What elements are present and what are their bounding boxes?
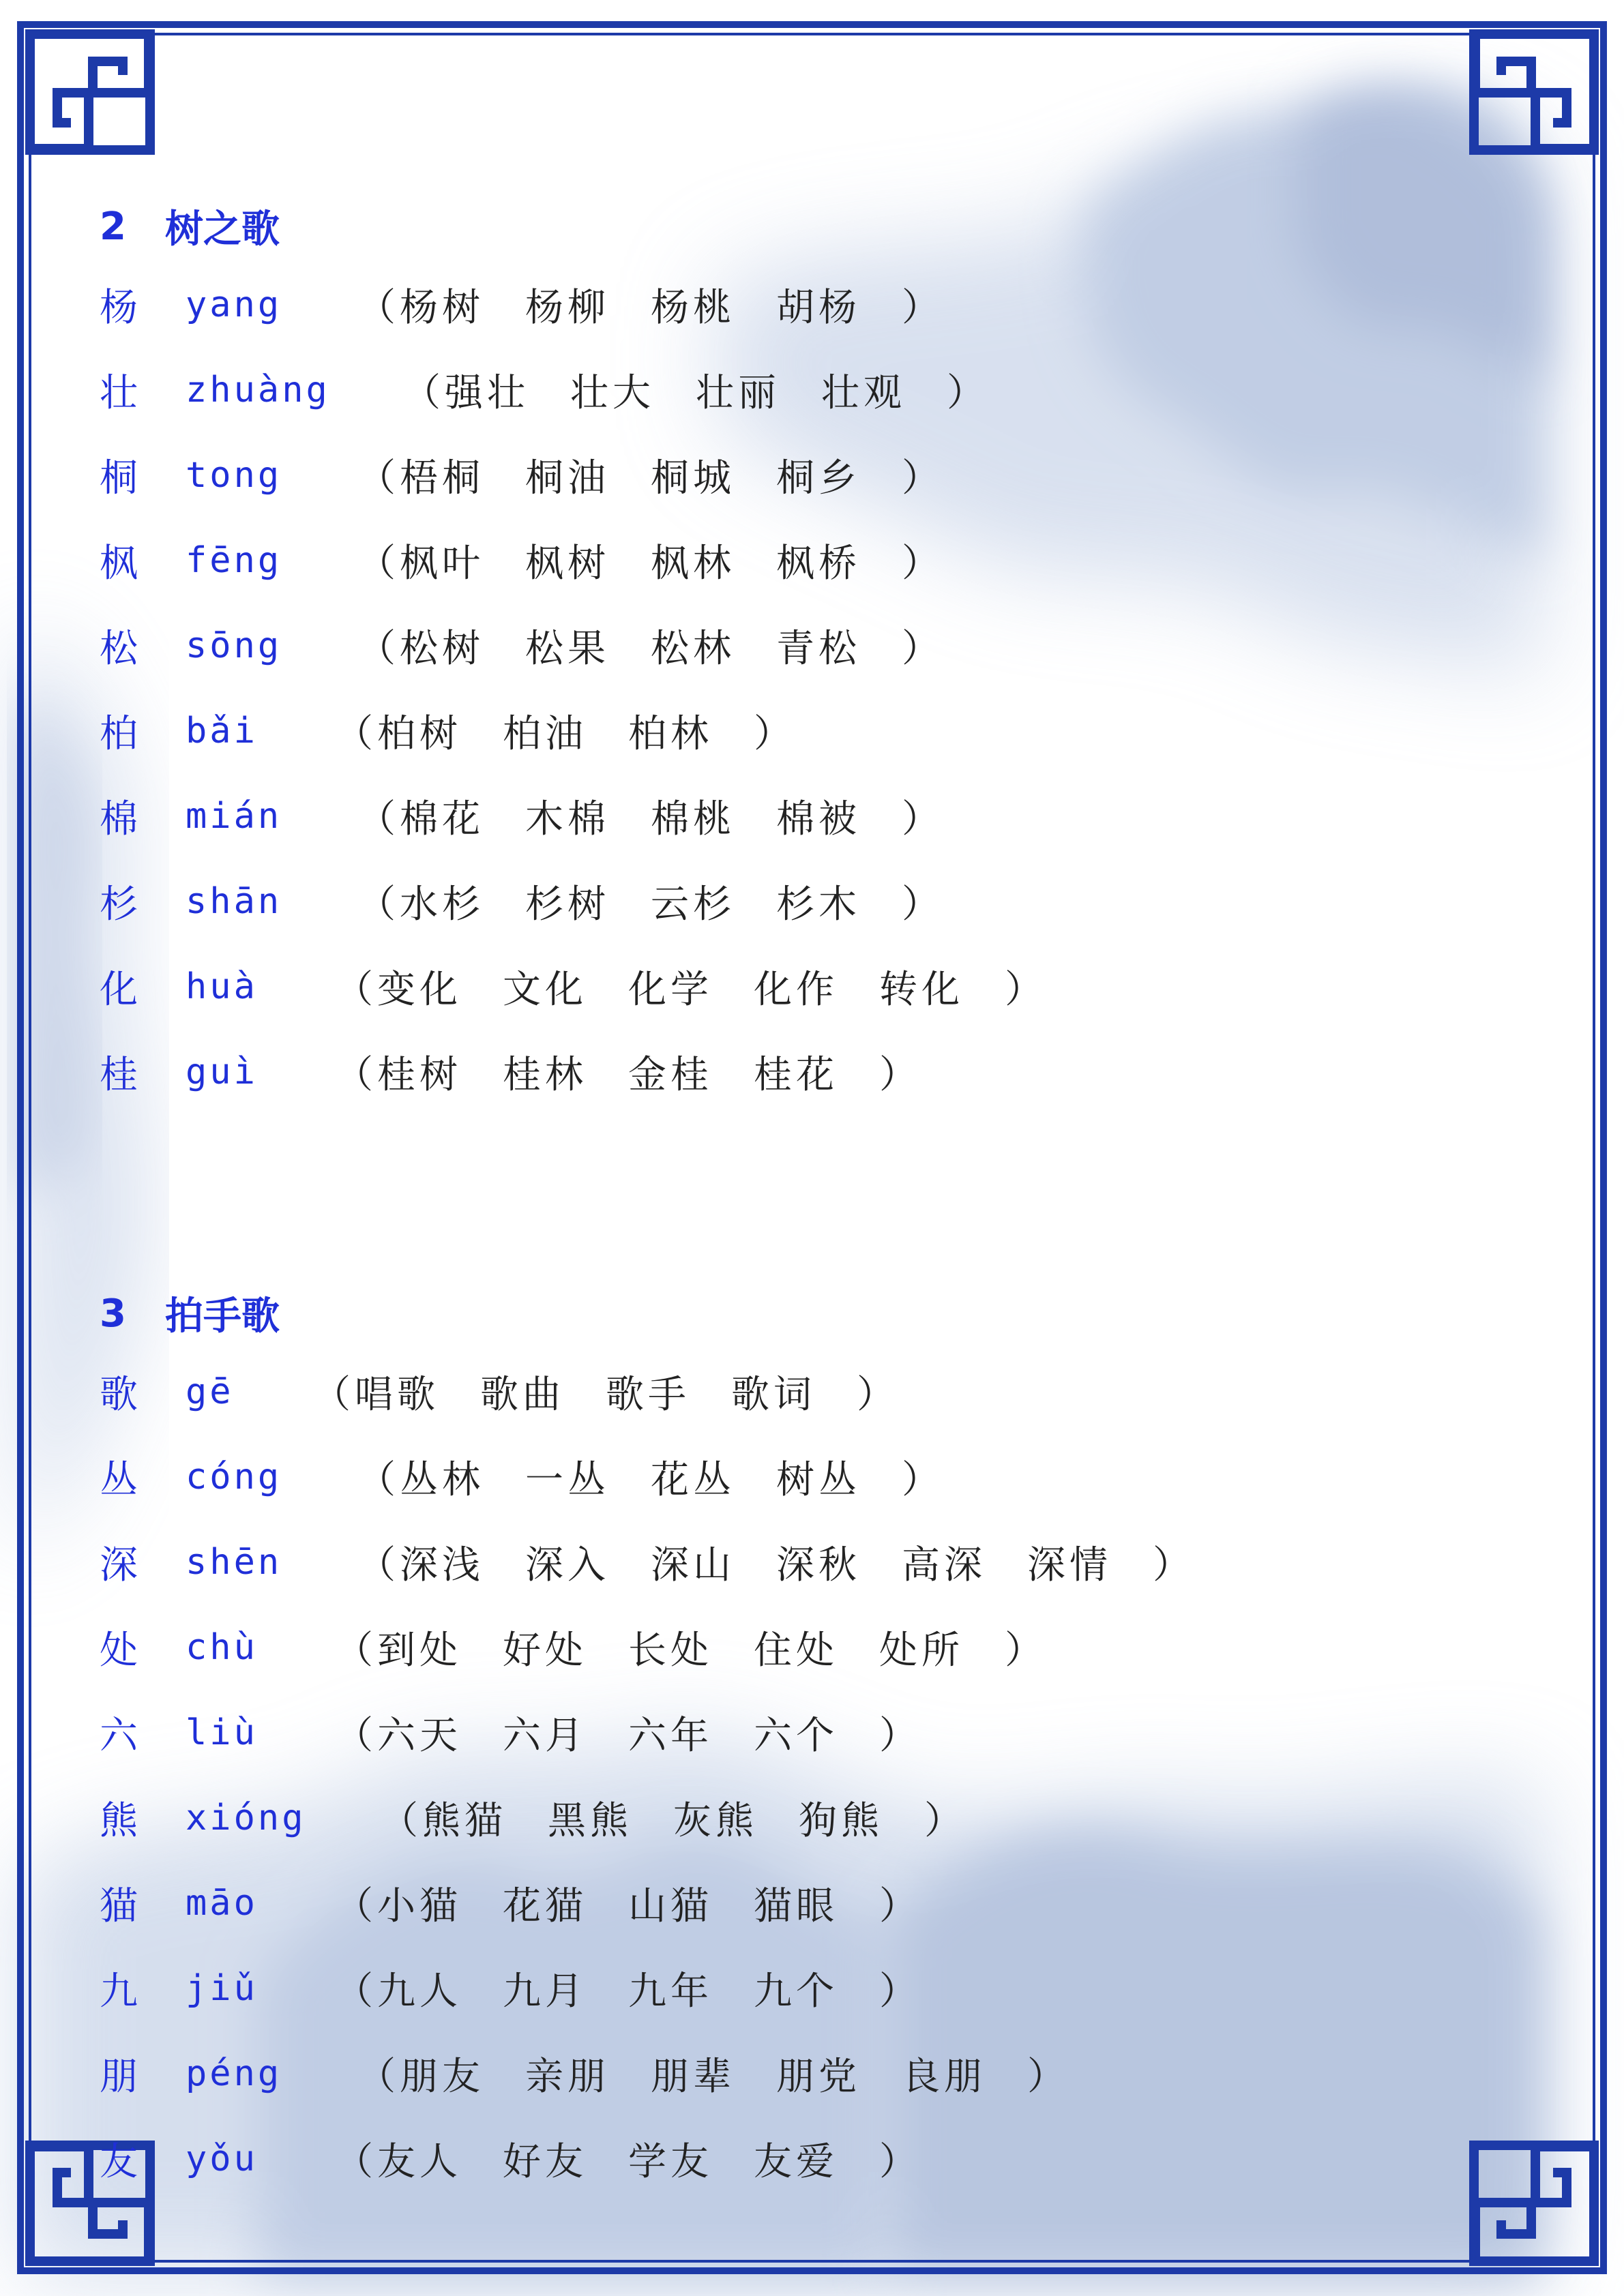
open-parenthesis: （ [335,1713,377,1758]
vocab-pinyin: liù [186,1712,258,1753]
example-word: 深入 [525,1542,610,1587]
word-group [357,448,944,503]
close-parenthesis: ） [947,370,989,415]
example-word: 变化 [377,967,462,1012]
open-parenthesis: （ [357,541,400,586]
lesson-number: 3 [100,1291,126,1336]
vocab-pinyin: xióng [186,1797,306,1838]
word-group [357,1450,944,1504]
word-group [357,1535,1195,1590]
vocab-pinyin: shēn [186,1541,282,1583]
example-word: 枫林 [651,541,735,586]
vocab-character: 桂 [100,1052,138,1097]
example-word: 处所 [879,1628,964,1673]
vocab-entry [100,1860,1498,1945]
example-word: 深浅 [400,1542,484,1587]
example-word: 桐油 [525,456,610,501]
vocab-pinyin: māo [186,1882,258,1924]
open-parenthesis: （ [402,370,445,415]
vocab-entry [100,1690,1498,1775]
example-word: 友人 [377,2139,462,2184]
vocab-entry [100,1029,1498,1114]
close-parenthesis: ） [902,1457,944,1502]
open-parenthesis: （ [357,1457,400,1502]
example-word: 壮观 [821,370,906,415]
example-word: 化作 [754,967,838,1012]
close-parenthesis: ） [902,541,944,586]
vocab-pinyin: jiǔ [186,1967,258,2009]
close-parenthesis: ） [902,882,944,927]
vocab-pinyin: sōng [186,625,282,666]
open-parenthesis: （ [357,796,400,841]
vocab-entry [100,2116,1498,2201]
close-parenthesis: ） [879,1969,921,2014]
example-word: 歌手 [606,1372,690,1417]
corner-ornament-top-left [30,34,150,150]
example-word: 树丛 [776,1457,861,1502]
vocab-pinyin: bǎi [186,710,258,751]
word-group [335,959,1047,1014]
example-word: 棉花 [400,796,484,841]
example-word: 住处 [754,1628,838,1673]
example-word: 九个 [754,1969,838,2014]
example-word: 狗熊 [799,1798,883,1843]
vocab-pinyin: mián [186,795,282,837]
lesson-section [100,1278,1498,2201]
close-parenthesis: ） [902,626,944,671]
vocab-character: 柏 [100,711,138,756]
example-word: 九月 [503,1969,587,2014]
word-group [357,2046,1069,2101]
word-group [335,1620,1047,1675]
open-parenthesis: （ [357,1542,400,1587]
example-word: 云杉 [651,882,735,927]
example-word: 壮丽 [696,370,780,415]
example-word: 杉木 [776,882,861,927]
vocab-entry [100,688,1498,773]
vocab-character: 丛 [100,1457,138,1502]
vocab-entry [100,773,1498,859]
example-word: 朋党 [776,2054,861,2099]
vocab-character: 歌 [100,1372,138,1417]
example-word: 木棉 [525,796,610,841]
example-word: 朋友 [400,2054,484,2099]
vocab-pinyin: gē [186,1371,234,1412]
word-group [312,1365,899,1419]
vocab-pinyin: péng [186,2053,282,2094]
lesson-heading [100,191,1498,262]
close-parenthesis: ） [879,1713,921,1758]
example-word: 六月 [503,1713,587,1758]
close-parenthesis: ） [879,1052,921,1097]
example-word: 松果 [525,626,610,671]
word-group [357,789,944,844]
vocab-pinyin: yang [186,284,282,325]
example-word: 棉桃 [651,796,735,841]
example-word: 九年 [628,1969,713,2014]
word-group [402,363,989,417]
example-word: 黑熊 [548,1798,632,1843]
vocab-character: 熊 [100,1798,138,1843]
word-group [357,533,944,588]
example-word: 松林 [651,626,735,671]
example-word: 六天 [377,1713,462,1758]
example-word: 到处 [377,1628,462,1673]
example-word: 深情 [1027,1542,1112,1587]
example-word: 学友 [628,2139,713,2184]
close-parenthesis: ） [754,711,796,756]
example-word: 六个 [754,1713,838,1758]
example-word: 朋辈 [651,2054,735,2099]
vocab-entry [100,2031,1498,2116]
example-word: 杉树 [525,882,610,927]
vocab-entry [100,432,1498,518]
example-word: 灰熊 [673,1798,758,1843]
open-parenthesis: （ [335,1052,377,1097]
vocab-character: 九 [100,1969,138,2014]
example-word: 歌曲 [480,1372,565,1417]
open-parenthesis: （ [357,456,400,501]
open-parenthesis: （ [335,967,377,1012]
word-group [335,1045,921,1099]
example-word: 桂花 [754,1052,838,1097]
close-parenthesis: ） [1005,967,1047,1012]
example-word: 亲朋 [525,2054,610,2099]
example-word: 柏油 [503,711,587,756]
open-parenthesis: （ [335,2139,377,2184]
word-group [335,1876,921,1930]
vocab-entry [100,1349,1498,1434]
word-group [335,1705,921,1760]
example-word: 友爱 [754,2139,838,2184]
example-word: 金桂 [628,1052,713,1097]
example-word: 唱歌 [355,1372,439,1417]
close-parenthesis: ） [857,1372,899,1417]
example-word: 好友 [503,2139,587,2184]
example-word: 强壮 [445,370,529,415]
example-word: 壮大 [570,370,655,415]
example-word: 枫叶 [400,541,484,586]
example-word: 深秋 [776,1542,861,1587]
close-parenthesis: ） [1005,1628,1047,1673]
word-group [357,874,944,929]
close-parenthesis: ） [1027,2054,1069,2099]
vocab-entry [100,1434,1498,1519]
example-word: 青松 [776,626,861,671]
close-parenthesis: ） [902,456,944,501]
example-word: 水杉 [400,882,484,927]
vocab-entry [100,518,1498,603]
vocab-character: 枫 [100,541,138,586]
vocab-pinyin: guì [186,1051,258,1092]
vocab-character: 猫 [100,1883,138,1928]
vocab-entry [100,262,1498,347]
example-word: 杨树 [400,285,484,330]
example-word: 杨柳 [525,285,610,330]
example-word: 花丛 [651,1457,735,1502]
example-word: 桂树 [377,1052,462,1097]
example-word: 好处 [503,1628,587,1673]
example-word: 枫桥 [776,541,861,586]
example-word: 桂林 [503,1052,587,1097]
example-word: 小猫 [377,1883,462,1928]
example-word: 歌词 [731,1372,816,1417]
vocab-character: 棉 [100,796,138,841]
vocab-entry [100,1519,1498,1605]
word-group [335,704,796,758]
close-parenthesis: ） [902,285,944,330]
close-parenthesis: ） [1153,1542,1195,1587]
vocab-character: 深 [100,1542,138,1587]
vocab-character: 杨 [100,285,138,330]
example-word: 猫眼 [754,1883,838,1928]
example-word: 长处 [628,1628,713,1673]
open-parenthesis: （ [357,2054,400,2099]
close-parenthesis: ） [902,796,944,841]
vocab-entry [100,1945,1498,2031]
example-word: 文化 [503,967,587,1012]
example-word: 转化 [879,967,964,1012]
example-word: 桐乡 [776,456,861,501]
example-word: 熊猫 [422,1798,507,1843]
vocab-pinyin: fēng [186,539,282,581]
vocab-pinyin: huà [186,966,258,1007]
vocab-character: 桐 [100,456,138,501]
example-word: 深山 [651,1542,735,1587]
word-group [357,278,944,332]
vocab-pinyin: yǒu [186,2138,258,2179]
vocab-character: 杉 [100,882,138,927]
vocab-entry [100,347,1498,432]
open-parenthesis: （ [335,1883,377,1928]
example-word: 梧桐 [400,456,484,501]
word-group [335,1961,921,2016]
example-word: 柏林 [628,711,713,756]
open-parenthesis: （ [380,1798,422,1843]
vocab-pinyin: zhuàng [186,369,330,411]
example-word: 棉被 [776,796,861,841]
vocab-character: 朋 [100,2054,138,2099]
open-parenthesis: （ [357,285,400,330]
example-word: 枫树 [525,541,610,586]
vocab-character: 壮 [100,370,138,415]
example-word: 丛林 [400,1457,484,1502]
vocab-pinyin: tong [186,454,282,496]
open-parenthesis: （ [335,711,377,756]
example-word: 桐城 [651,456,735,501]
close-parenthesis: ） [879,2139,921,2184]
example-word: 高深 [902,1542,986,1587]
open-parenthesis: （ [335,1628,377,1673]
vocab-entry [100,859,1498,944]
lesson-heading [100,1278,1498,1349]
word-group [380,1791,966,1845]
vocab-entry [100,1605,1498,1690]
vocab-character: 化 [100,967,138,1012]
example-word: 化学 [628,967,713,1012]
lesson-number: 2 [100,204,126,249]
example-word: 六年 [628,1713,713,1758]
vocab-pinyin: shān [186,880,282,922]
vocab-character: 松 [100,626,138,671]
example-word: 松树 [400,626,484,671]
open-parenthesis: （ [335,1969,377,2014]
example-word: 九人 [377,1969,462,2014]
example-word: 山猫 [628,1883,713,1928]
open-parenthesis: （ [357,626,400,671]
vocab-character: 处 [100,1628,138,1673]
example-word: 杨桃 [651,285,735,330]
vocab-pinyin: cóng [186,1456,282,1497]
vocab-pinyin: chù [186,1626,258,1668]
word-group [335,2132,921,2186]
vocab-entry [100,1775,1498,1860]
vocab-character: 友 [100,2139,138,2184]
example-word: 胡杨 [776,285,861,330]
close-parenthesis: ） [924,1798,966,1843]
vocabulary-list [100,191,1498,2296]
example-word: 花猫 [503,1883,587,1928]
example-word: 一丛 [525,1457,610,1502]
open-parenthesis: （ [357,882,400,927]
vocab-character: 六 [100,1713,138,1758]
word-group [357,618,944,673]
example-word: 柏树 [377,711,462,756]
open-parenthesis: （ [312,1372,355,1417]
vocab-entry [100,944,1498,1029]
vocab-entry [100,603,1498,688]
example-word: 良朋 [902,2054,986,2099]
close-parenthesis: ） [879,1883,921,1928]
lesson-title: 树之歌 [165,207,280,252]
lesson-title: 拍手歌 [165,1294,280,1339]
lesson-section [100,191,1498,1114]
